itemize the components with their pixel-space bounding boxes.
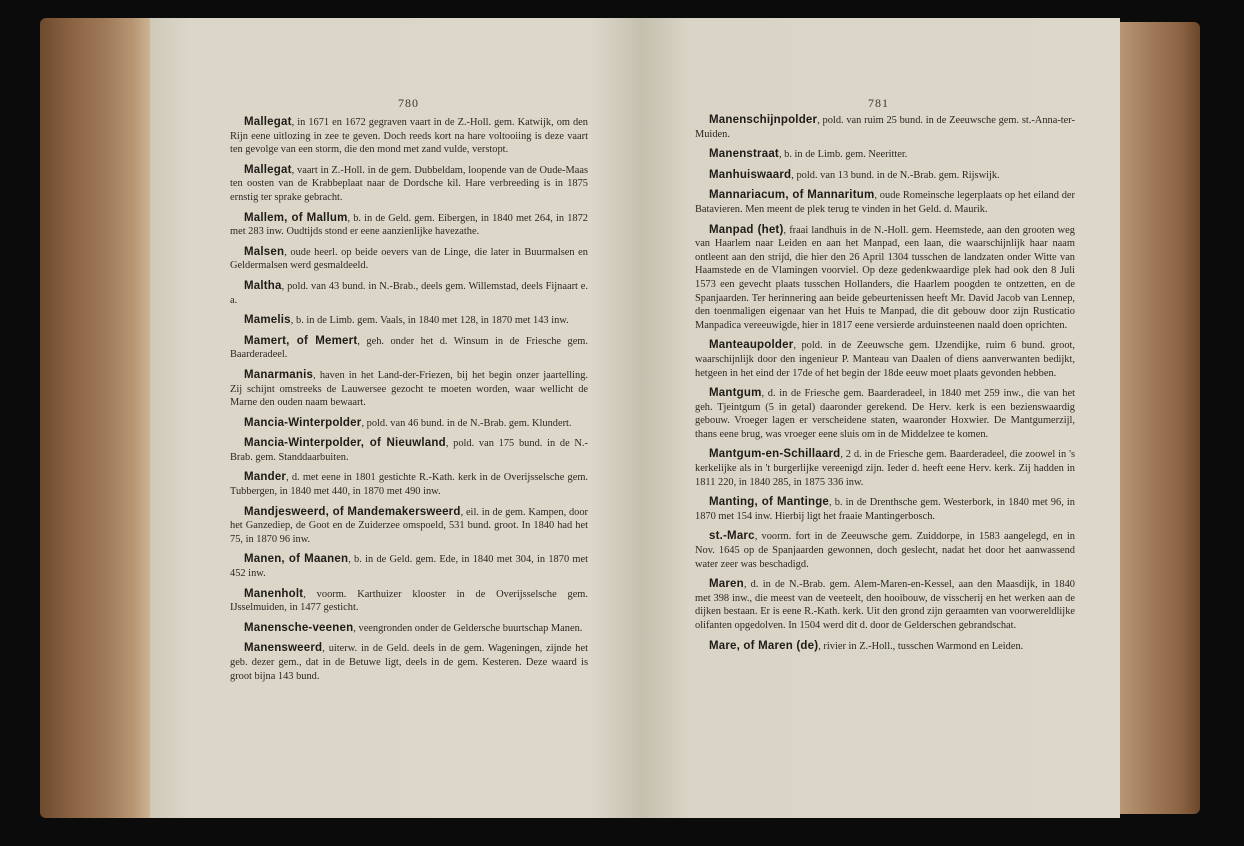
entry-headword: Mallegat xyxy=(244,163,292,176)
dictionary-entry xyxy=(695,578,1075,632)
entry-text: , pold. in de Zeeuwsche gem. IJzendijke, ruim 6 bund. groot, waarschijnlijk door den ingenieur P. Manteau van Daalen of diens aanverwanten bedijkt, hetgeen in het eind der 17de of het begin der 18de eeuw moet plaats gevonden hebben. xyxy=(695,340,1075,379)
entry-headword: Mamelis xyxy=(244,314,291,327)
entry-text: , fraai landhuis in de N.-Holl. gem. Heemstede, aan den grooten weg van Haarlem naar Leiden en aan het Manpad, een laan, die waarschijnlijk haar naam ontleent aan den strijd, die hier den 26 April 1304 tusschen de landzaten onder Witte van Haamstede en de Vlamingen voorviel. Op deze gedenkwaardige plek had ook den 8 Juli 1573 een gevecht plaats tusschen Hollanders, die Haarlem poogden te ontzetten, en de Spanjaarden. Ter herinnering aan beide gebeurtenissen heeft Mr. David Jacob van Lennep, den toenmaligen eigenaar van het Huis te Manpad, die dit gebouw door zijn Rusticatio Manpadica vereeuwigde, hier in 1817 eene versierde arduinsteenen naald doen oprichten. xyxy=(695,224,1075,331)
entry-text: , pold. van ruim 25 bund. in de Zeeuwsche gem. st.-Anna-ter-Muiden. xyxy=(695,115,1075,140)
entry-text: , b. in de Limb. gem. Neeritter. xyxy=(778,149,908,161)
dictionary-entry xyxy=(695,640,1075,654)
entry-text: , 2 d. in de Friesche gem. Baarderadeel, die zoowel in 's kerkelijke als in 't burgerlijke vereenigd zijn. Ieder d. heeft eene Herv. kerk. Zij hadden in 1811 220, in 1840 285, in 1875 336 inw. xyxy=(695,449,1075,488)
page-number-left: 780 xyxy=(398,96,419,110)
dictionary-entry xyxy=(230,212,588,239)
right-page xyxy=(640,18,1120,818)
entry-text: , haven in het Land-der-Friezen, bij het begin onzer jaartelling. Zij schijnt omstreeks de Lauwersee gezocht te moeten worden, waar wellicht de Marne den ouden naam bewaart. xyxy=(230,369,588,409)
entry-headword: Maltha xyxy=(244,279,282,292)
entry-text: , oude Romeinsche legerplaats op het eiland der Batavieren. Men meent de plek terug te vinden in het Geld. d. Maurik. xyxy=(695,190,1075,215)
dictionary-entry xyxy=(230,246,588,273)
entry-text: , voorm. Karthuizer klooster in de Overijsselsche gem. IJsselmuiden, in 1477 gesticht. xyxy=(230,588,588,614)
entry-headword: Manenholt xyxy=(244,587,304,600)
dictionary-entry xyxy=(695,530,1075,571)
entry-headword: Manen, of Maanen xyxy=(244,553,349,566)
left-page-edges xyxy=(40,18,150,818)
entry-headword: Mantgum xyxy=(709,387,762,400)
entry-text: , pold. van 46 bund. in de N.-Brab. gem. Klundert. xyxy=(361,417,572,429)
left-page xyxy=(150,18,640,818)
right-page-column xyxy=(695,114,1075,660)
entry-text: , pold. van 13 bund. in de N.-Brab. gem. Rijswijk. xyxy=(791,169,1000,181)
dictionary-entry xyxy=(695,148,1075,162)
entry-headword: Mannariacum, of Mannaritum xyxy=(709,189,875,202)
entry-headword: Manting, of Mantinge xyxy=(709,496,830,509)
dictionary-entry xyxy=(230,116,588,157)
entry-text: , geh. onder het d. Winsum in de Friesche gem. Baarderadeel. xyxy=(230,335,588,361)
dictionary-entry xyxy=(695,496,1075,523)
dictionary-entry xyxy=(230,335,588,362)
entry-text: , d. in de N.-Brab. gem. Alem-Maren-en-Kessel, aan den Maasdijk, in 1840 met 398 inw., die meest van de veeteelt, den hooibouw, de visscherij en het werken aan de dijken bestaan. Er is eene R.-Kath. kerk. Uit den grond zijn geraamten van voorwereldlijke olifanten opgedolven. In 1504 werd dit d. door de Gelderschen gebrandschat. xyxy=(695,579,1075,631)
right-page-edges xyxy=(1120,22,1200,814)
dictionary-entry xyxy=(695,448,1075,489)
entry-text: , eil. in de gem. Kampen, door het Ganzediep, de Goot en de Zuiderzee omspoeld, 531 bund. groot. In 1840 had het 75, in 1870 96 inw. xyxy=(230,506,588,545)
dictionary-entry xyxy=(230,642,588,683)
entry-headword: st.-Marc xyxy=(709,530,755,543)
entry-text: , vaart in Z.-Holl. in de gem. Dubbeldam, loopende van de Oude-Maas ten oosten van de Krabbeplaat naar de Dordsche kil. Hare verbreeding is in 1875 ernstig ter sprake gebracht. xyxy=(230,164,588,203)
entry-headword: Manarmanis xyxy=(244,368,314,381)
left-page-column xyxy=(230,116,588,690)
entry-headword: Mantgum-en-Schillaard xyxy=(709,448,841,461)
entry-text: , b. in de Geld. gem. Ede, in 1840 met 304, in 1870 met 452 inw. xyxy=(230,554,588,580)
dictionary-entry xyxy=(230,471,588,498)
entry-text: , veengronden onder de Geldersche buurtschap Manen. xyxy=(353,622,583,634)
entry-headword: Mancia-Winterpolder xyxy=(244,416,362,429)
entry-headword: Malsen xyxy=(244,245,285,258)
entry-headword: Manenschijnpolder xyxy=(709,114,818,126)
entry-headword: Manensche-veenen xyxy=(244,621,354,634)
entry-text: , pold. van 43 bund. in N.-Brab., deels gem. Willemstad, deels Fijnaart e. a. xyxy=(230,280,588,306)
entry-text: , voorm. fort in de Zeeuwsche gem. Zuiddorpe, in 1583 aangelegd, en in Nov. 1645 op de Spanjaarden gewonnen, doch geslecht, nadat het door het aanwassend water zeer was beschadigd. xyxy=(695,531,1075,570)
entry-text: , rivier in Z.-Holl., tusschen Warmond en Leiden. xyxy=(818,640,1024,652)
dictionary-entry xyxy=(695,189,1075,216)
dictionary-entry xyxy=(695,169,1075,183)
entry-headword: Manteaupolder xyxy=(709,339,794,352)
entry-text: , b. in de Drenthsche gem. Westerbork, in 1840 met 96, in 1870 met 154 inw. Hierbij ligt het fraaie Mantingerbosch. xyxy=(695,497,1075,522)
dictionary-entry xyxy=(230,506,588,547)
dictionary-entry xyxy=(230,553,588,580)
dictionary-entry xyxy=(695,224,1075,333)
dictionary-entry xyxy=(230,369,588,410)
entry-text: , b. in de Geld. gem. Eibergen, in 1840 met 264, in 1872 met 283 inw. Oudtijds stond er eene aanzienlijke havezathe. xyxy=(230,212,588,238)
entry-headword: Mander xyxy=(244,471,287,484)
entry-headword: Manensweerd xyxy=(244,642,323,655)
page-number-right: 781 xyxy=(868,96,889,110)
entry-text: , pold. van 175 bund. in de N.-Brab. gem. Standdaarbuiten. xyxy=(230,438,588,463)
entry-headword: Mallegat xyxy=(244,116,292,128)
dictionary-entry xyxy=(230,437,588,464)
entry-text: , d. met eene in 1801 gestichte R.-Kath. kerk in de Overijsselsche gem. Tubbergen, in 1840 met 440, in 1870 met 490 inw. xyxy=(230,472,588,498)
entry-text: , uiterw. in de Geld. deels in de gem. Wageningen, zijnde het geb. dezer gem., dat in de Betuwe ligt, deels in de gem. Kesteren. Deze waard is groot bijna 143 bund. xyxy=(230,643,588,682)
entry-headword: Manhuiswaard xyxy=(709,168,792,181)
entry-headword: Manenstraat xyxy=(709,148,779,161)
entry-text: , b. in de Limb. gem. Vaals, in 1840 met 128, in 1870 met 143 inw. xyxy=(290,315,569,327)
entry-headword: Mare, of Maren (de) xyxy=(709,639,819,652)
dictionary-entry xyxy=(230,164,588,205)
entry-text: , oude heerl. op beide oevers van de Linge, die later in Buurmalsen en Geldermalsen werd gesmaldeeld. xyxy=(230,246,588,272)
entry-headword: Mancia-Winterpolder, of Nieuwland xyxy=(244,437,446,450)
entry-headword: Maren xyxy=(709,578,744,591)
dictionary-entry xyxy=(230,417,588,431)
dictionary-entry xyxy=(230,314,588,328)
entry-headword: Manpad (het) xyxy=(709,223,784,236)
dictionary-entry xyxy=(230,280,588,307)
entry-text: , in 1671 en 1672 gegraven vaart in de Z.-Holl. gem. Katwijk, om den Rijn eene uitlozing in zee te geven. Doch reeds kort na hare voltooiing is deze vaart ten gevolge van een storm, die den mond met zand vulde, verstopt. xyxy=(230,117,588,156)
dictionary-entry xyxy=(695,339,1075,380)
dictionary-entry xyxy=(230,588,588,615)
entry-headword: Mallem, of Mallum xyxy=(244,211,348,224)
dictionary-entry xyxy=(695,114,1075,141)
dictionary-entry xyxy=(695,387,1075,441)
entry-text: , d. in de Friesche gem. Baarderadeel, in 1840 met 259 inw., die van het geh. Tjeintgum (5 in getal) daaronder gerekend. De Herv. kerk is een bezienswaardig gebouw. Vroeger lagen er verscheidene staten, waaronder Hoxwier. De Mantgumerzijl, thans eene brug, was vroeger eene sluis om in de Middelzee te komen. xyxy=(695,388,1075,440)
dictionary-entry xyxy=(230,622,588,636)
entry-headword: Mamert, of Memert xyxy=(244,334,358,347)
entry-headword: Mandjesweerd, of Mandemakersweerd xyxy=(244,505,461,518)
